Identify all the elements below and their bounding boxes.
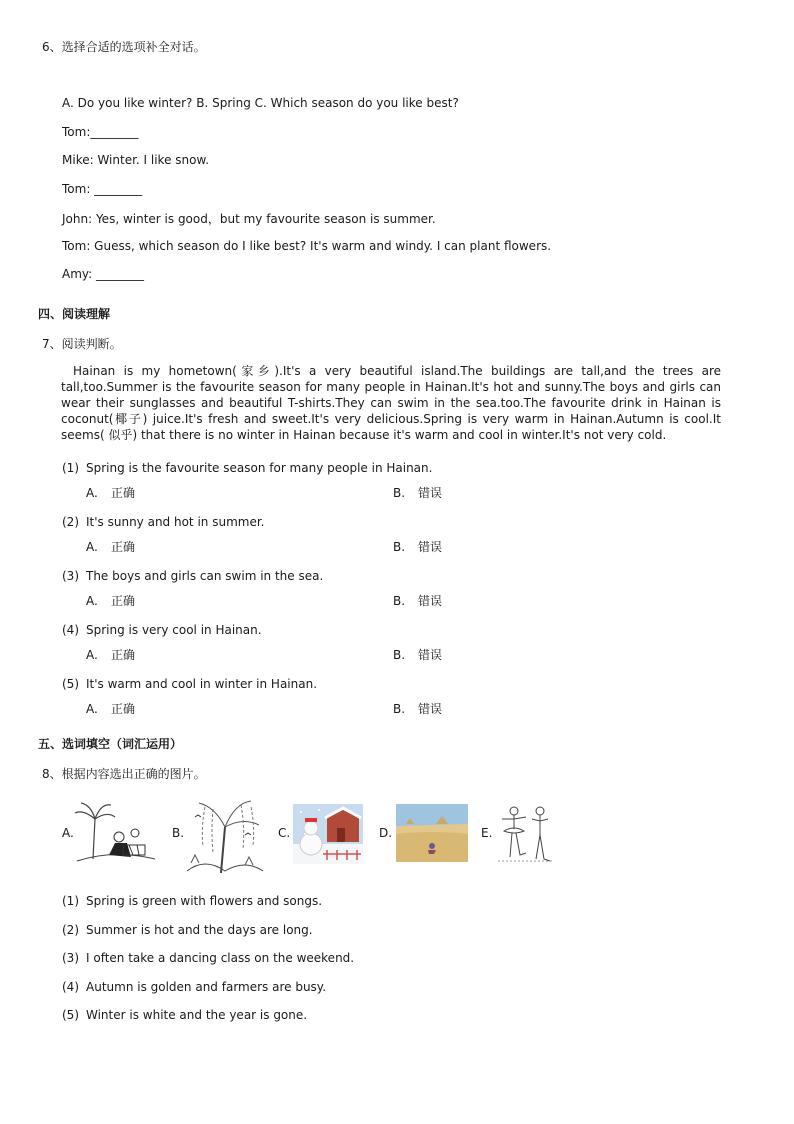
q7-item-number: (4): [62, 623, 79, 637]
snowman-picture-icon: [293, 804, 363, 864]
option-letter: A.: [86, 540, 98, 554]
q7-item-statement: The boys and girls can swim in the sea.: [86, 569, 324, 583]
section-5-title: 五、选词填空（词汇运用）: [38, 737, 183, 751]
option-letter: B.: [393, 486, 406, 500]
q7-item-3-option-a[interactable]: [86, 592, 135, 609]
option-text: 正确: [111, 540, 136, 554]
q7-item-number: (2): [62, 515, 79, 529]
q8-item-statement: Winter is white and the year is gone.: [86, 1008, 308, 1022]
q8-item-statement: I often take a dancing class on the weekend.: [86, 951, 355, 965]
option-letter: A.: [86, 486, 98, 500]
option-text: 错误: [418, 486, 443, 500]
q7-item-2-option-b[interactable]: [393, 538, 442, 555]
q7-item-4-option-b[interactable]: [393, 646, 442, 663]
q6-options: A. Do you like winter? B. Spring C. Which season do you like best?: [62, 96, 459, 110]
picture-a-label: A.: [62, 826, 74, 840]
option-text: 错误: [418, 648, 443, 662]
q8-item-statement: Spring is green with flowers and songs.: [86, 894, 323, 908]
picture-d-label: D.: [379, 826, 393, 840]
option-letter: B.: [393, 702, 406, 716]
q7-item-number: (1): [62, 461, 79, 475]
q7-passage: Hainan is my hometown(家乡).It's a very beautiful island.The buildings are tall,and the trees are tall,too.Summer is the favourite season for many people in Hainan.It's hot and sunny.The boys and girls can wear their sunglasses and beautiful T-shirts.They can swim in the sea.too.The favourite drink in Hainan is coconut(椰子) juice.It's fresh and sweet.It's very delicious.Spring is very warm in Hainan.Autumn is cool.It seems( 似乎) that there is no winter in Hainan because it's warm and cool in winter.It's not very cold.: [61, 364, 721, 442]
q7-item-1-option-b[interactable]: [393, 484, 442, 501]
q8-title: 8、根据内容选出正确的图片。: [42, 767, 206, 781]
option-letter: B.: [393, 540, 406, 554]
q7-item-statement: It's warm and cool in winter in Hainan.: [86, 677, 318, 691]
option-letter: A.: [86, 702, 98, 716]
option-letter: B.: [393, 594, 406, 608]
picture-c-label: C.: [278, 826, 291, 840]
q7-item-1-option-a[interactable]: [86, 484, 135, 501]
option-text: 正确: [111, 594, 136, 608]
q7-item-3-option-b[interactable]: [393, 592, 442, 609]
picture-b-label: B.: [172, 826, 185, 840]
q6-dialog-line-5: Tom: Guess, which season do I like best? It's warm and windy. I can plant flowers.: [62, 239, 552, 253]
q7-item-statement: Spring is very cool in Hainan.: [86, 623, 262, 637]
q8-item-number: (4): [62, 980, 79, 994]
q8-item-number: (2): [62, 923, 79, 937]
option-letter: A.: [86, 648, 98, 662]
q8-item-number: (3): [62, 951, 79, 965]
option-letter: A.: [86, 594, 98, 608]
q6-title: 6、选择合适的选项补全对话。: [42, 40, 206, 54]
option-text: 正确: [111, 648, 136, 662]
q8-item-statement: Summer is hot and the days are long.: [86, 923, 313, 937]
dancers-picture-icon: [496, 803, 554, 865]
q6-dialog-line-1: Tom:________: [62, 125, 139, 139]
picture-e-label: E.: [481, 826, 493, 840]
spring-tree-picture-icon: [185, 797, 265, 875]
q8-item-statement: Autumn is golden and farmers are busy.: [86, 980, 327, 994]
q8-item-number: (5): [62, 1008, 79, 1022]
option-text: 正确: [111, 702, 136, 716]
q7-item-2-option-a[interactable]: [86, 538, 135, 555]
q6-dialog-line-3: Tom: ________: [62, 182, 143, 196]
q7-item-5-option-b[interactable]: [393, 700, 442, 717]
option-text: 错误: [418, 540, 443, 554]
q6-dialog-line-4: John: Yes, winter is good，but my favourite season is summer.: [62, 212, 436, 226]
beach-picnic-picture-icon: [73, 799, 157, 865]
autumn-field-picture-icon: [396, 804, 468, 862]
option-text: 错误: [418, 702, 443, 716]
option-text: 错误: [418, 594, 443, 608]
q7-item-5-option-a[interactable]: [86, 700, 135, 717]
option-text: 正确: [111, 486, 136, 500]
q7-title: 7、阅读判断。: [42, 337, 122, 351]
q7-item-number: (3): [62, 569, 79, 583]
q7-item-statement: It's sunny and hot in summer.: [86, 515, 265, 529]
q7-item-number: (5): [62, 677, 79, 691]
q7-item-4-option-a[interactable]: [86, 646, 135, 663]
q7-item-statement: Spring is the favourite season for many people in Hainan.: [86, 461, 433, 475]
option-letter: B.: [393, 648, 406, 662]
q6-dialog-line-6: Amy: ________: [62, 267, 144, 281]
q6-dialog-line-2: Mike: Winter. I like snow.: [62, 153, 210, 167]
q8-item-number: (1): [62, 894, 79, 908]
section-4-title: 四、阅读理解: [38, 307, 111, 321]
